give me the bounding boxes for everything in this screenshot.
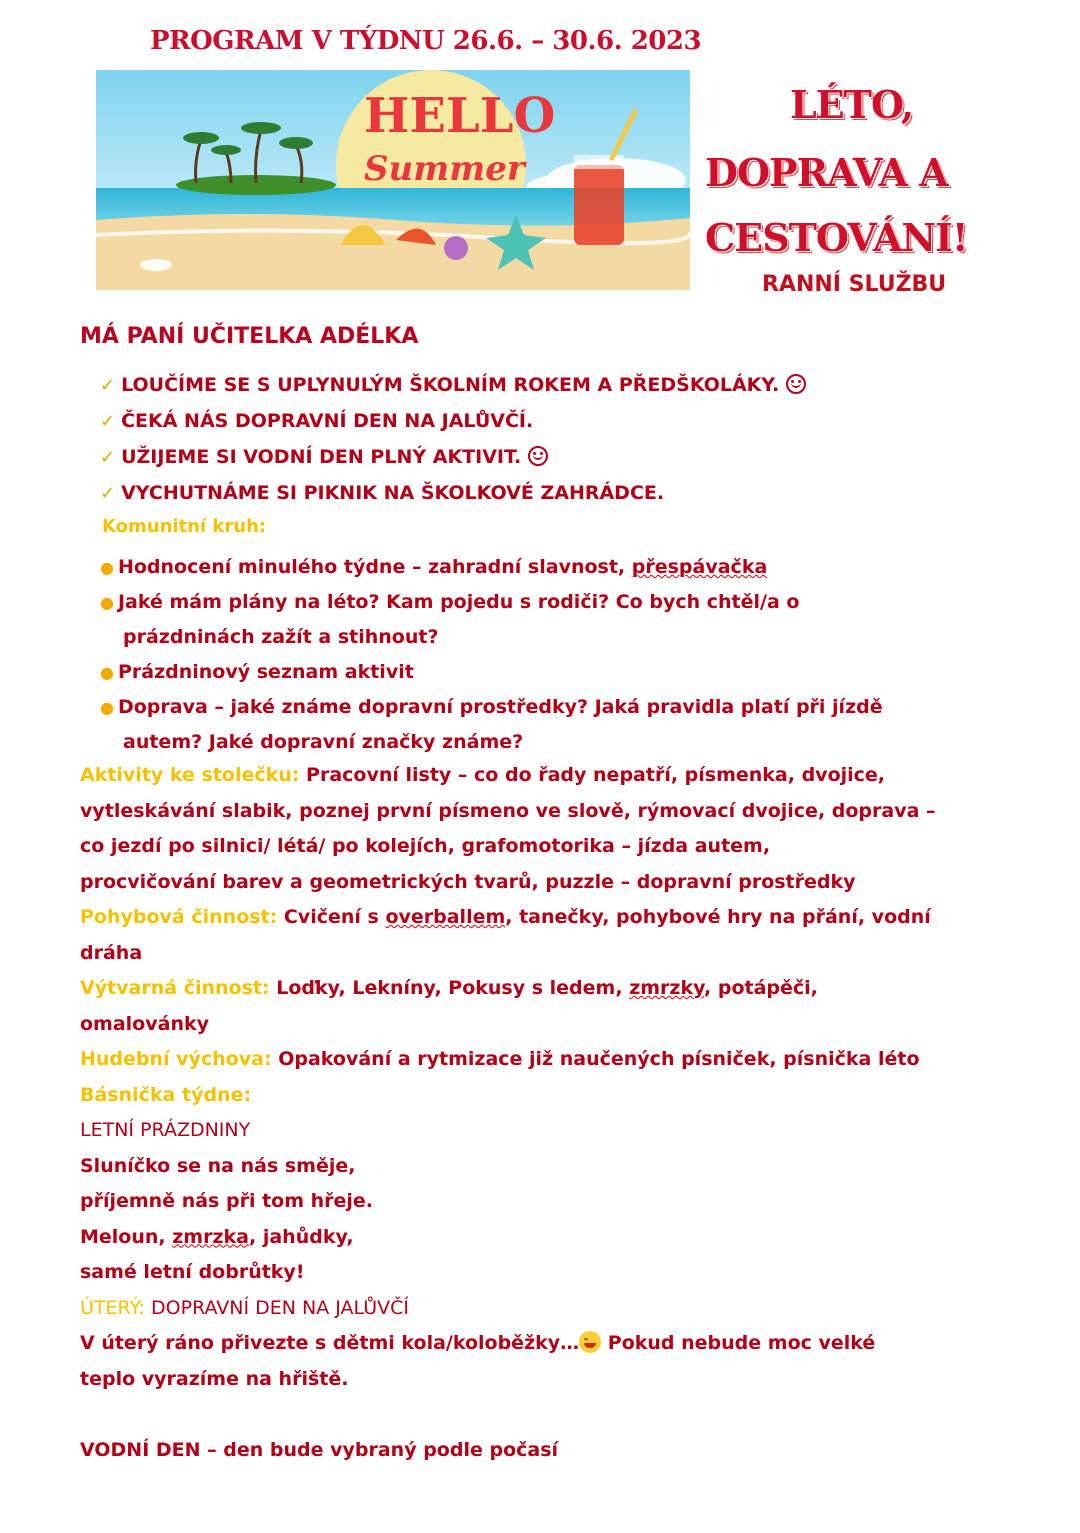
checkmark-icon: ✓	[100, 447, 116, 468]
theme-line-2: DOPRAVA A	[705, 150, 948, 195]
poem-line: Sluníčko se na nás směje,	[80, 1154, 356, 1177]
smiley-icon	[579, 1331, 601, 1353]
goal-text: VYCHUTNÁME SI PIKNIK NA ŠKOLKOVÉ ZAHRÁDCE.	[121, 482, 665, 504]
vodni-den-text: VODNÍ DEN – den bude vybraný podle počasí	[80, 1438, 559, 1461]
bullet-icon: ●	[100, 558, 114, 577]
pohyb-text: overballem	[385, 906, 506, 928]
bullet-icon: ●	[100, 698, 114, 717]
poem-line: samé letní dobrůtky!	[80, 1261, 305, 1283]
aktivity-section	[80, 758, 936, 1468]
poem-text: zmrzka	[172, 1225, 249, 1248]
pohyb-text: , tanečky, pohybové hry na přání, vodní	[505, 906, 931, 928]
aktivity-text: Pracovní listy – co do řady nepatří, písmenka, dvojice,	[299, 764, 886, 786]
banner-summer-text: Summer	[364, 149, 525, 189]
aktivity-text: co jezdí po silnici/ létá/ po kolejích, grafomotorika – jízda autem,	[80, 835, 771, 857]
list-item	[100, 550, 883, 585]
list-item	[100, 655, 883, 690]
utery-text: teplo vyrazíme na hřiště.	[80, 1367, 349, 1390]
banner-hello-text: HELLO	[364, 88, 556, 144]
goals-list	[100, 372, 806, 516]
poem-title: LETNÍ PRÁZDNINY	[80, 1119, 251, 1141]
aktivity-text: vytleskávání slabik, poznej první písmeno ve slově, rýmovací dvojice, doprava –	[80, 799, 936, 822]
utery-text: V úterý ráno přivezte s dětmi kola/koloběžky…	[80, 1332, 580, 1354]
list-item-text: přespávačka	[631, 556, 768, 578]
list-item-text: autem? Jaké dopravní značky známe?	[123, 731, 524, 753]
basnicka-label: Básnička týdne:	[80, 1083, 252, 1106]
theme-line-1: LÉTO,	[790, 82, 914, 127]
list-item	[100, 690, 883, 760]
list-item-text: Doprava – jaké známe dopravní prostředky? Jaká pravidla platí při jízdě	[117, 696, 883, 718]
goal-text: UŽIJEME SI VODNÍ DEN PLNÝ AKTIVIT.	[121, 446, 522, 468]
vytvarna-text: , potápěči,	[704, 977, 818, 999]
ranni-sluzba: RANNÍ SLUŽBU	[762, 272, 947, 297]
poem-text: , jahůdky,	[249, 1225, 354, 1248]
checkmark-icon: ✓	[100, 375, 116, 396]
bullet-icon: ●	[100, 593, 114, 612]
bullet-icon: ●	[100, 663, 114, 682]
komunitni-kruh-label: Komunitní kruh:	[102, 516, 267, 537]
vytvarna-text: zmrzky	[629, 977, 705, 999]
utery-label: ÚTERÝ:	[80, 1296, 145, 1319]
vytvarna-label: Výtvarná činnost:	[80, 977, 270, 999]
list-item-text: Prázdninový seznam aktivit	[117, 661, 414, 683]
checkmark-icon: ✓	[100, 483, 116, 504]
page-title: PROGRAM V TÝDNU 26.6. – 30.6. 2023	[150, 26, 702, 56]
poem-line	[80, 1220, 936, 1256]
hudebni-text: Opakování a rytmizace již naučených písniček, písnička léto	[271, 1048, 920, 1070]
goal-item	[100, 408, 806, 444]
poem-text: Meloun,	[80, 1225, 173, 1248]
goal-item	[100, 444, 806, 480]
aktivity-text: procvičování barev a geometrických tvarů, puzzle – dopravní prostředky	[80, 870, 856, 893]
goal-text: ČEKÁ NÁS DOPRAVNÍ DEN NA JALŮVČÍ.	[121, 410, 534, 432]
utery-text: Pokud nebude moc velké	[601, 1332, 876, 1354]
list-item	[100, 585, 883, 655]
list-item-text: prázdninách zažít a stihnout?	[123, 626, 439, 648]
checkmark-icon: ✓	[100, 411, 116, 432]
list-item-text: Jaké mám plány na léto? Kam pojedu s rodiči? Co bych chtěl/a o	[117, 591, 800, 613]
teacher-heading: MÁ PANÍ UČITELKA ADÉLKA	[80, 324, 419, 349]
hudebni-label: Hudební výchova:	[80, 1048, 272, 1070]
pohyb-text: dráha	[80, 941, 143, 964]
goal-item	[100, 480, 806, 516]
hello-summer-banner	[96, 70, 690, 290]
goal-text: LOUČÍME SE S UPLYNULÝM ŠKOLNÍM ROKEM A PŘEDŠKOLÁKY.	[121, 374, 780, 396]
vytvarna-text: omalovánky	[80, 1012, 209, 1035]
smiley-icon	[786, 374, 806, 394]
goal-item	[100, 372, 806, 408]
utery-heading: DOPRAVNÍ DEN NA JALŮVČÍ	[145, 1296, 409, 1319]
list-item-text: Hodnocení minulého týdne – zahradní slavnost,	[117, 556, 632, 578]
kruh-list	[100, 550, 883, 760]
smiley-icon	[528, 446, 548, 466]
pohyb-text: Cvičení s	[277, 906, 386, 928]
vytvarna-text: Loďky, Lekníny, Pokusy s ledem,	[269, 977, 630, 999]
aktivity-label: Aktivity ke stolečku:	[80, 764, 300, 786]
theme-line-3: CESTOVÁNÍ!	[705, 215, 968, 260]
pohyb-label: Pohybová činnost:	[80, 906, 278, 928]
poem-line: příjemně nás při tom hřeje.	[80, 1190, 374, 1212]
